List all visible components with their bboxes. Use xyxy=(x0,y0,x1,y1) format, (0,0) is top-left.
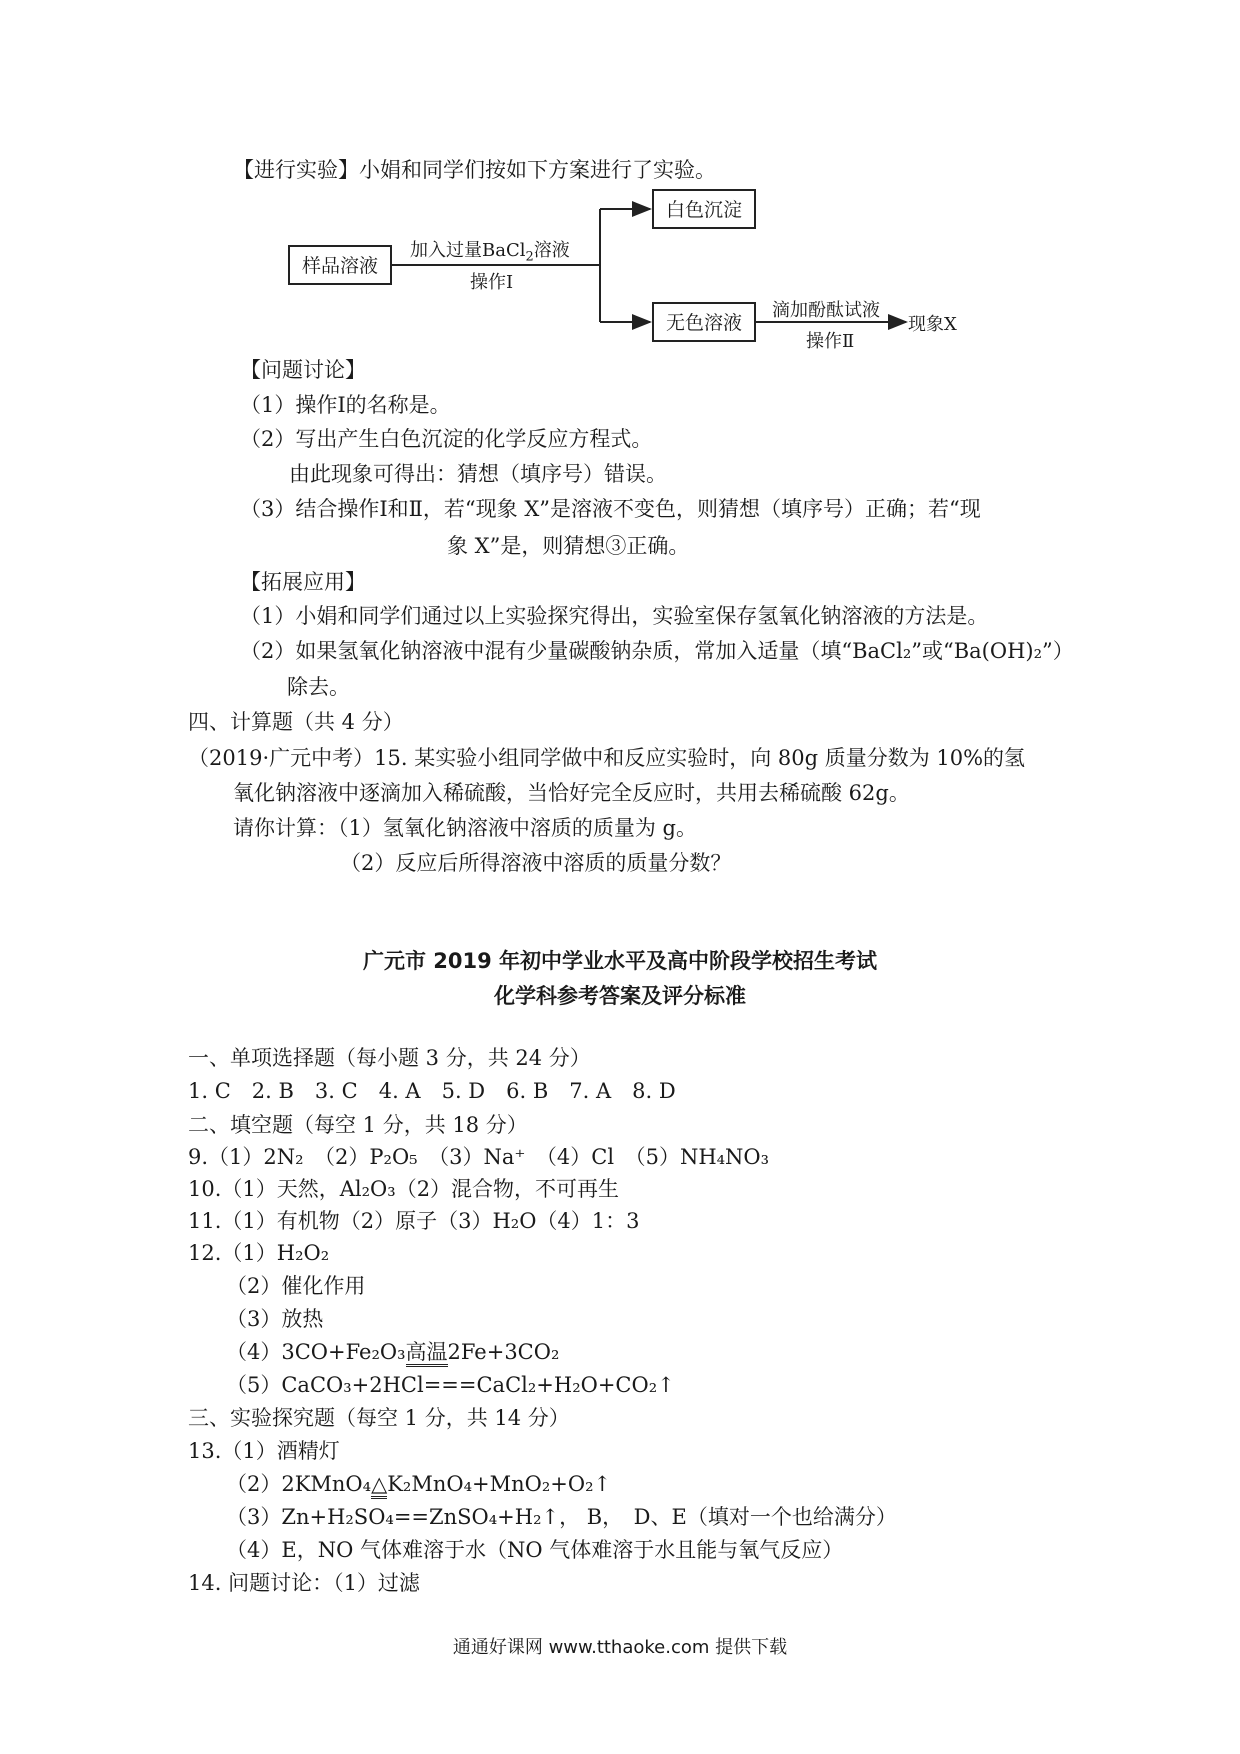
extension-heading: 【拓展应用】 xyxy=(240,570,366,594)
answer-12-3: （3）放热 xyxy=(226,1307,324,1331)
discussion-q1: （1）操作Ⅰ的名称是。 xyxy=(240,393,451,417)
discussion-heading: 【问题讨论】 xyxy=(240,358,366,382)
result-x-label: 现象X xyxy=(908,314,957,335)
condition-heat: △ xyxy=(371,1472,387,1499)
experiment-intro: 【进行实验】小娟和同学们按如下方案进行了实验。 xyxy=(233,158,716,182)
answer-12-1: 12.（1）H₂O₂ xyxy=(188,1241,330,1265)
calc-heading: 四、计算题（共 4 分） xyxy=(188,710,404,734)
extension-q2b: 除去。 xyxy=(287,675,350,699)
answer-11: 11.（1）有机物（2）原子（3）H₂O（4）1：3 xyxy=(188,1209,640,1233)
flowchart-lines xyxy=(0,0,1240,360)
colorless-solution-box: 无色溶液 xyxy=(652,302,756,342)
answer-12-2: （2）催化作用 xyxy=(226,1274,366,1298)
condition-high-temp: 高温 xyxy=(406,1340,448,1367)
answer-10: 10.（1）天然，Al₂O₃（2）混合物，不可再生 xyxy=(188,1177,620,1201)
discussion-q3a: （3）结合操作Ⅰ和Ⅱ，若“现象 X”是溶液不变色，则猜想（填序号）正确；若“现 xyxy=(240,497,981,521)
discussion-q2b: 由此现象可得出：猜想（填序号）错误。 xyxy=(289,462,667,486)
answer-9: 9.（1）2N₂ （2）P₂O₅ （3）Na⁺ （4）Cl （5）NH₄NO₃ xyxy=(188,1145,770,1169)
answers-1-8: 1. C 2. B 3. C 4. A 5. D 6. B 7. A 8. D xyxy=(188,1079,676,1103)
answer-12-5: （5）CaCO₃+2HCl===CaCl₂+H₂O+CO₂↑ xyxy=(226,1373,675,1397)
calc-q15a: （2019·广元中考）15. 某实验小组同学做中和反应实验时，向 80g 质量分数为 10%的氢 xyxy=(188,746,1026,770)
footer-download-note: 通通好课网 www.tthaoke.com 提供下载 xyxy=(452,1637,788,1658)
answer-12-4: （4）3CO+Fe₂O₃高温2Fe+3CO₂ xyxy=(226,1337,559,1367)
answers-section2: 二、填空题（每空 1 分，共 18 分） xyxy=(188,1113,528,1137)
answer-14: 14. 问题讨论：（1）过滤 xyxy=(188,1571,420,1595)
answer-13-3: （3）Zn+H₂SO₄==ZnSO₄+H₂↑， B， D、E（填对一个也给满分） xyxy=(226,1505,897,1529)
white-precipitate-box: 白色沉淀 xyxy=(652,189,756,229)
calc-q15b: 氧化钠溶液中逐滴加入稀硫酸，当恰好完全反应时，共用去稀硫酸 62g。 xyxy=(233,781,910,805)
answer-13-2: （2）2KMnO₄△K₂MnO₄+MnO₂+O₂↑ xyxy=(226,1469,611,1499)
discussion-q3b: 象 X”是，则猜想③正确。 xyxy=(447,534,690,558)
extension-q2a: （2）如果氢氧化钠溶液中混有少量碳酸钠杂质，常加入适量（填“BaCl₂”或“Ba(OH)₂”） xyxy=(240,639,1074,663)
calc-q15d: （2）反应后所得溶液中溶质的质量分数？ xyxy=(340,851,732,875)
operation1-label: 操作Ⅰ xyxy=(470,272,514,293)
answers-title-2: 化学科参考答案及评分标准 xyxy=(494,984,746,1008)
reagent1-label: 加入过量BaCl$_2$溶液 xyxy=(410,240,570,265)
reagent2-label: 滴加酚酞试液 xyxy=(772,300,880,321)
answer-13-4: （4）E，NO 气体难溶于水（NO 气体难溶于水且能与氧气反应） xyxy=(226,1538,844,1562)
extension-q1: （1）小娟和同学们通过以上实验探究得出，实验室保存氢氧化钠溶液的方法是。 xyxy=(240,604,989,628)
answers-section3: 三、实验探究题（每空 1 分，共 14 分） xyxy=(188,1406,570,1430)
answer-13-1: 13.（1）酒精灯 xyxy=(188,1439,340,1463)
discussion-q2: （2）写出产生白色沉淀的化学反应方程式。 xyxy=(240,427,653,451)
answers-title-1: 广元市 2019 年初中学业水平及高中阶段学校招生考试 xyxy=(362,949,878,973)
calc-q15c: 请你计算：（1）氢氧化钠溶液中溶质的质量为 g。 xyxy=(233,816,697,840)
answers-section1: 一、单项选择题（每小题 3 分，共 24 分） xyxy=(188,1046,591,1070)
sample-solution-box: 样品溶液 xyxy=(288,245,392,285)
operation2-label: 操作Ⅱ xyxy=(806,331,855,352)
